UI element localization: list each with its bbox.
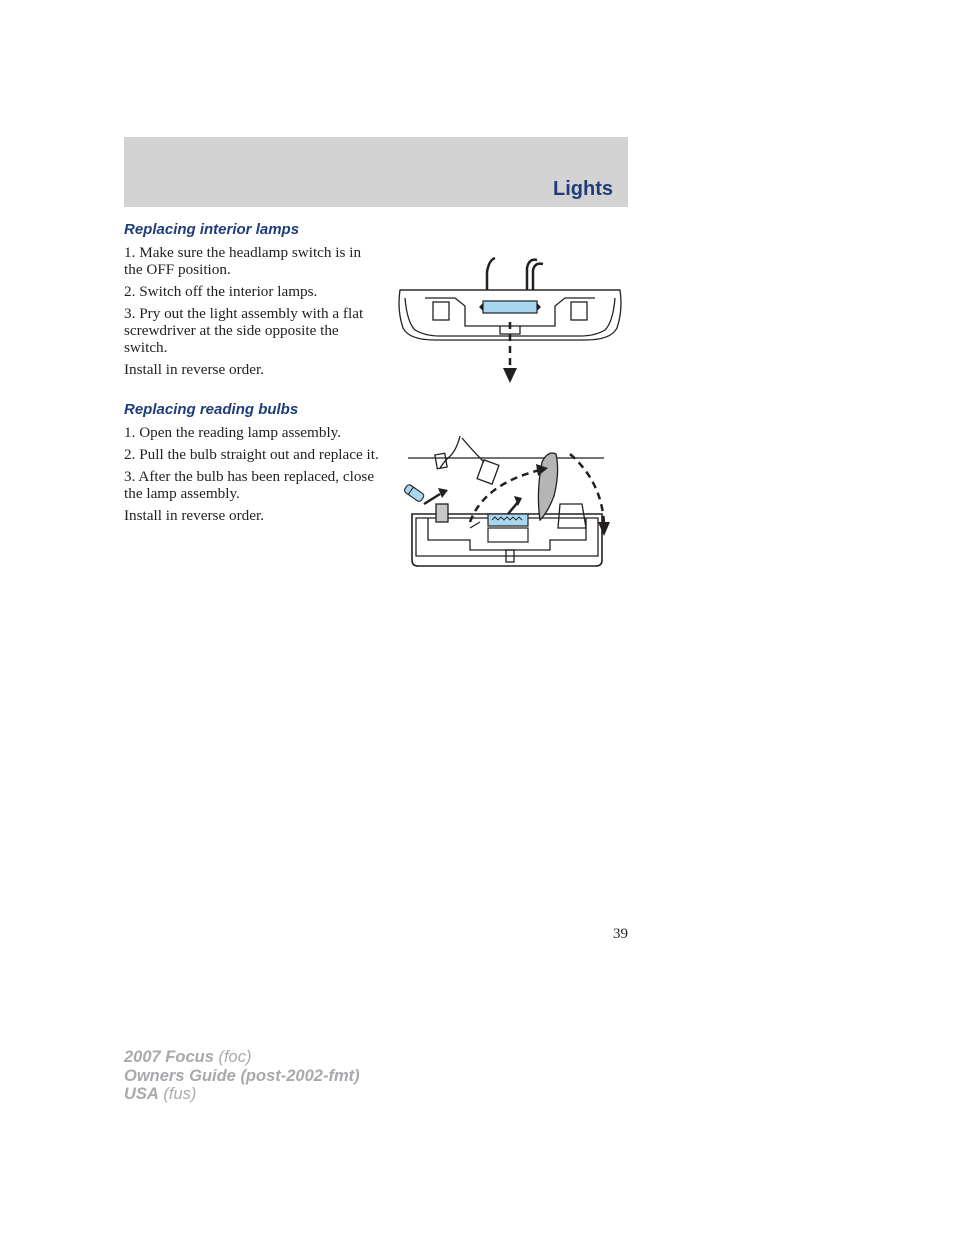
step-text: 3. Pry out the light assembly with a flat screwdriver at the side opposite the switch. bbox=[124, 305, 364, 356]
step-text: 2. Switch off the interior lamps. bbox=[124, 283, 318, 300]
page-title: Lights bbox=[553, 178, 613, 200]
footer-document-info bbox=[124, 1048, 360, 1104]
interior-lamps-steps bbox=[124, 244, 380, 383]
section-title-reading-bulbs: Replacing reading bulbs bbox=[124, 401, 299, 418]
reading-lamp-illustration bbox=[400, 432, 610, 572]
page-number: 39 bbox=[613, 926, 628, 942]
step-text: 2. Pull the bulb straight out and replace it. bbox=[124, 446, 379, 463]
header-band bbox=[124, 137, 628, 207]
footer-guide: Owners Guide (post-2002-fmt) bbox=[124, 1066, 360, 1085]
footer-market-code: (fus) bbox=[158, 1085, 197, 1103]
step-text: Install in reverse order. bbox=[124, 507, 265, 524]
step-text: 1. Make sure the headlamp switch is in the OFF position. bbox=[124, 244, 362, 278]
footer-market: USA bbox=[124, 1085, 159, 1103]
footer-model: 2007 Focus bbox=[124, 1048, 214, 1066]
footer-model-code: (foc) bbox=[213, 1048, 252, 1066]
step-text: 3. After the bulb has been replaced, close the lamp assembly. bbox=[124, 468, 375, 502]
section-title-interior-lamps: Replacing interior lamps bbox=[124, 221, 300, 238]
step-text: Install in reverse order. bbox=[124, 361, 265, 378]
interior-lamp-illustration bbox=[395, 250, 625, 385]
reading-bulbs-steps bbox=[124, 424, 380, 529]
step-text: 1. Open the reading lamp assembly. bbox=[124, 424, 342, 441]
